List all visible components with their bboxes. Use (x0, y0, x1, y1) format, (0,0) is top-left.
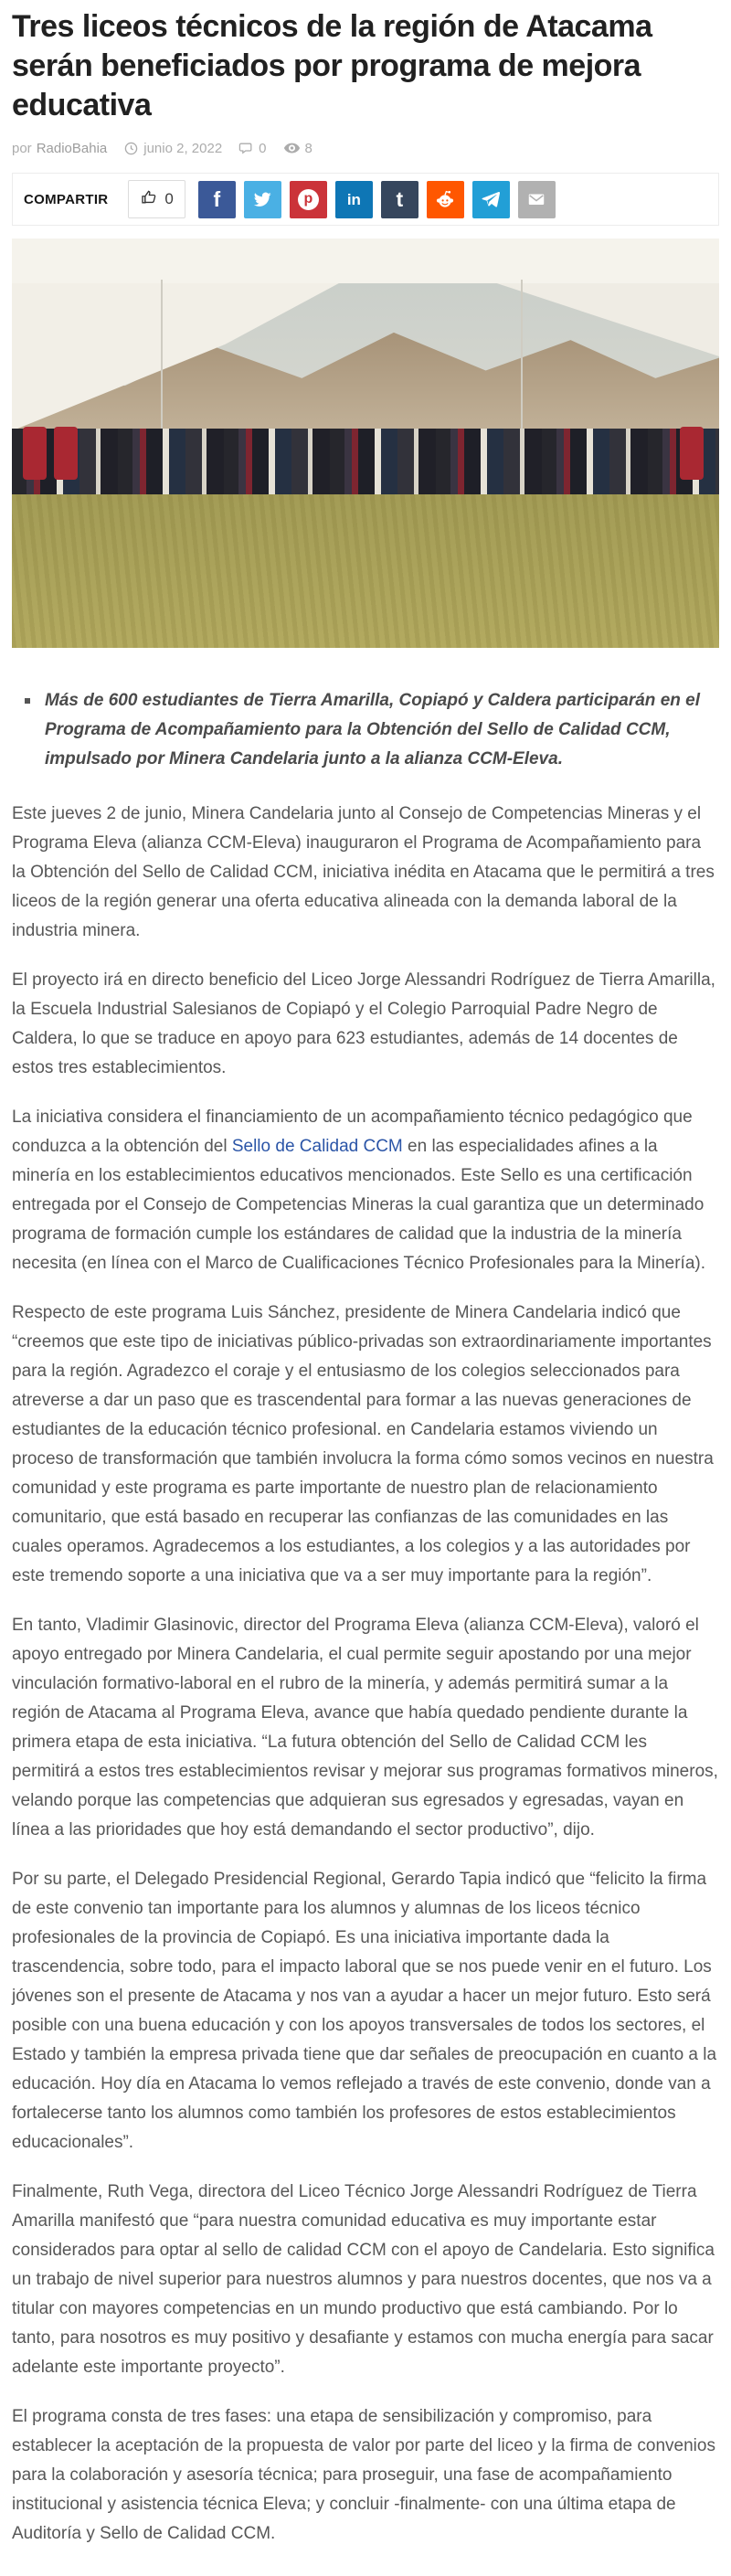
sello-de-calidad-link[interactable]: Sello de Calidad CCM (231, 1137, 403, 1156)
photo-people-group (12, 429, 719, 498)
share-telegram-button[interactable] (472, 181, 510, 218)
share-buttons (198, 181, 556, 218)
comment-count[interactable] (238, 141, 266, 156)
comments-icon (238, 141, 254, 156)
article-paragraph: En tanto, Vladimir Glasinovic, director del Programa Eleva (alianza CCM-Eleva), valoró el apoyo entregado por Minera Candelaria, el cual permite seguir apostando por una mejor vinculación formativo-laboral en el rubro de la minería, y además permitirá sumar a la región de Atacama al Programa Eleva, avance que había quedado pendiente durante la primera etapa de esta iniciativa. “La futura obtención del Sello de Calidad CCM les permitirá a estos tres establecimientos revisar y mejorar sus programas formativos mineros, velando porque las competencias que adquieran sus egresados y egresadas, vayan en línea a las prioridades que hoy está demandando el sector productivo”, dijo. (12, 1616, 718, 1839)
photo-person-red (54, 427, 78, 480)
article-body (12, 800, 719, 2549)
like-button[interactable] (128, 180, 185, 218)
comment-count-text: 0 (259, 141, 267, 156)
view-count (283, 141, 313, 156)
article-paragraph: La iniciativa considera el financiamiento de un acompañamiento técnico pedagógico que conduzca a la obtención del Sello de Calidad CCM en las especialidades afines a la minería en los establecimientos educativos mencionados. Este Sello es una certificación entregada por el Consejo de Competencias Mineras la cual garantiza que un determinado programa de formación cumple los estándares de calidad que la industria de la minería necesita (en línea con el Marco de Cualificaciones Técnico Profesionales para la Minería). (12, 1108, 705, 1273)
share-tumblr-button[interactable] (381, 181, 418, 218)
like-count: 0 (164, 190, 174, 207)
eye-icon (283, 142, 301, 155)
author-link[interactable]: RadioBahia (36, 141, 108, 156)
email-icon (526, 189, 546, 209)
thumbs-up-icon (140, 188, 158, 211)
share-pinterest-button[interactable] (290, 181, 327, 218)
article-paragraph: El programa consta de tres fases: una etapa de sensibilización y compromiso, para establecer la aceptación de la propuesta de valor por parte del liceo y la firma de convenios para la colaboración y asesoría técnica; para proseguir, una fase de acompañamiento institucional y asistencia técnica Eleva; y concluir -finalmente- con una última etapa de Auditoría y Sello de Calidad CCM. (12, 2407, 715, 2543)
pinterest-icon: p (298, 189, 319, 210)
photo-tent-pole (161, 280, 163, 435)
reddit-icon (434, 188, 456, 210)
byline-date-text: junio 2, 2022 (143, 141, 223, 156)
photo-tent-pole (521, 280, 523, 435)
linkedin-icon: in (346, 190, 361, 208)
lead-bullet: Más de 600 estudiantes de Tierra Amarilla, Copiapó y Caldera participarán en el Programa de Acompañamiento para la Obtención del Sello de Calidad CCM, impulsado por Minera Candelaria junto a la alianza CCM-Eleva. (17, 686, 719, 774)
facebook-icon: f (213, 186, 221, 211)
byline-date (123, 141, 222, 156)
photo-person-red (23, 427, 47, 480)
photo-grass (12, 494, 719, 648)
share-reddit-button[interactable] (427, 181, 464, 218)
lead-list (17, 686, 719, 774)
page-title: Tres liceos técnicos de la región de Atacama serán beneficiados por programa de mejora educativa (12, 9, 652, 122)
byline-author (12, 141, 107, 156)
share-twitter-button[interactable] (244, 181, 281, 218)
article-image (12, 239, 719, 648)
twitter-icon (252, 189, 272, 209)
byline (12, 141, 719, 156)
clock-icon (123, 141, 139, 156)
article-paragraph: El proyecto irá en directo beneficio del Liceo Jorge Alessandri Rodríguez de Tierra Amarilla, la Escuela Industrial Salesianos de Copiapó y el Colegio Parroquial Padre Negro de Caldera, lo que se traduce en apoyo para 623 estudiantes, además de 14 docentes de estos tres establecimientos. (12, 970, 715, 1077)
share-bar (12, 173, 719, 226)
byline-prefix: por (12, 141, 32, 156)
article-paragraph: Este jueves 2 de junio, Minera Candelaria junto al Consejo de Competencias Mineras y el Programa Eleva (alianza CCM-Eleva) inauguraron el Programa de Acompañamiento para la Obtención del Sello de Calidad CCM, iniciativa inédita en Atacama que le permitirá a tres liceos de la región generar una oferta educativa alineada con la demanda laboral de la industria minera. (12, 804, 715, 940)
share-linkedin-button[interactable] (335, 181, 373, 218)
article-paragraph: Respecto de este programa Luis Sánchez, presidente de Minera Candelaria indicó que “creemos que este tipo de iniciativas público-privadas son extraordinariamente importantes para la región. Agradezco el coraje y el entusiasmo de los colegios seleccionados para atreverse a dar un paso que es trascendental para formar a las nuevas generaciones de estudiantes de la educación técnico profesional. en Candelaria estamos viviendo un proceso de transformación que también involucra la forma cómo somos vecinos en nuestra comunidad y este programa es parte importante de nuestro plan de relacionamiento comunitario, que está basado en recuperar las confianzas de las comunidades en las cuales operamos. Agradecemos a los estudiantes, a los colegios y a las autoridades por este tremendo soporte a una iniciativa que va a ser muy importante para la región”. (12, 1303, 714, 1585)
photo-tent-canopy (12, 239, 719, 283)
telegram-icon (481, 189, 501, 209)
article-paragraph: Finalmente, Ruth Vega, directora del Liceo Técnico Jorge Alessandri Rodríguez de Tierra Amarilla manifestó que “para nuestra comunidad educativa es muy importante estar considerados para optar al sello de calidad CCM con el apoyo de Candelaria. Esto significa un trabajo de nivel superior para nuestros alumnos y para nuestros docentes, que nos va a titular con mayores competencias en un mundo productivo que está cambiando. Por lo tanto, para nosotros es muy positivo y desafiante y estamos con mucha energía para sacar adelante este importante proyecto”. (12, 2182, 715, 2377)
share-facebook-button[interactable] (198, 181, 236, 218)
photo-person-red (680, 427, 704, 480)
view-count-text: 8 (304, 141, 313, 156)
article-paragraph: Por su parte, el Delegado Presidencial Regional, Gerardo Tapia indicó que “felicito la firma de este convenio tan importante para los alumnos y alumnas de los liceos técnico profesionales de la provincia de Copiapó. Es una iniciativa importante dada la trascendencia, sobre todo, para el impacto laboral que se nos puede venir en el futuro. Los jóvenes son el presente de Atacama y nos van a ayudar a hacer un mejor futuro. Esto será posible con una buena educación y con los apoyos transversales de todos los sectores, el Estado y también la empresa privada tiene que dar señales de preocupación en cuanto a la educación. Hoy día en Atacama lo vemos reflejado a través de este convenio, donde van a fortalecerse tanto los alumnos como también los profesores de estos establecimientos educacionales”. (12, 1870, 717, 2152)
share-label: COMPARTIR (24, 191, 109, 207)
share-email-button[interactable] (518, 181, 556, 218)
tumblr-icon: t (396, 186, 404, 211)
